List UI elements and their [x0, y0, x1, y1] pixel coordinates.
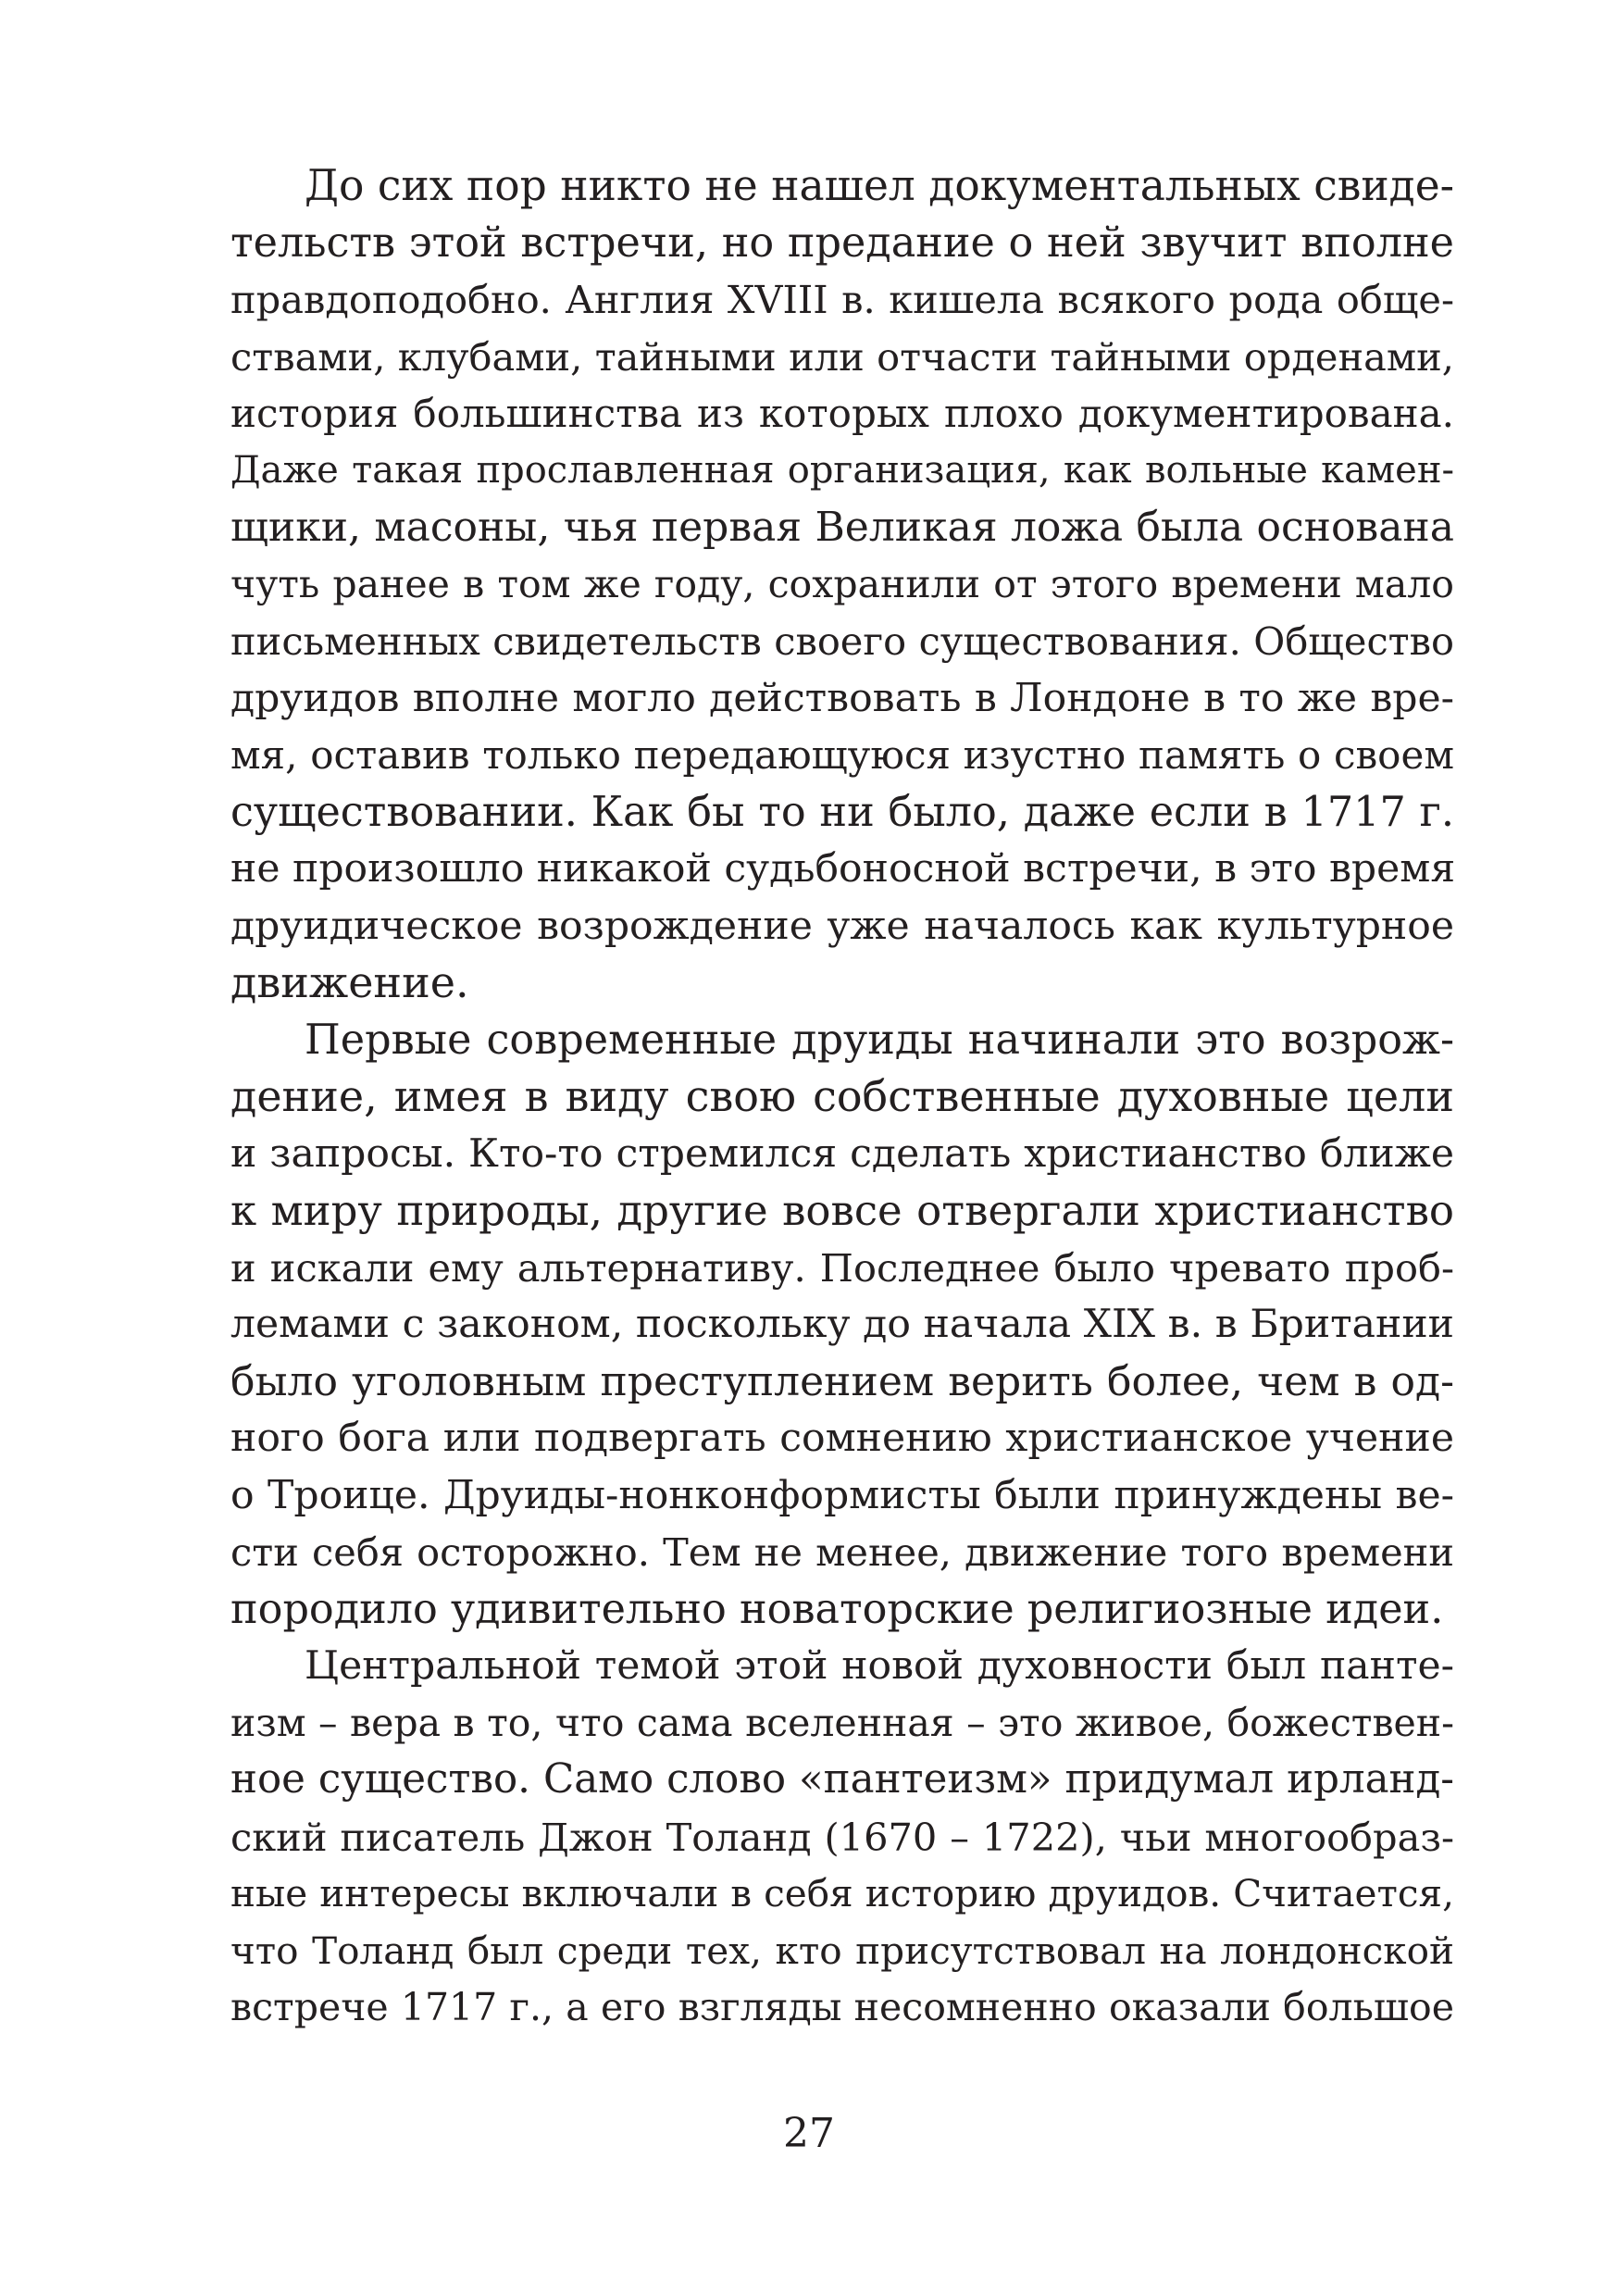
- paragraph-1-line: друидическое возрождение уже началось как культурное: [230, 903, 1454, 949]
- paragraph-3-line: что Толанд был среди тех, кто присутствовал на лондонской: [230, 1928, 1454, 1973]
- paragraph-1-line: история большинства из которых плохо документирована.: [230, 391, 1454, 436]
- paragraph-2-line: и запросы. Кто-то стремился сделать христианство ближе: [230, 1130, 1454, 1177]
- paragraph-2-line: ного бога или подвергать сомнению христианское учение: [230, 1416, 1454, 1461]
- paragraph-3-line: изм – вера в то, что сама вселенная – это живое, божествен-: [230, 1700, 1454, 1745]
- paragraph-1-line: письменных свидетельств своего существования. Общество: [230, 618, 1454, 664]
- paragraph-1-line: Даже такая прославленная организация, как вольные камен-: [230, 448, 1454, 492]
- page-number: 27: [783, 2110, 835, 2157]
- paragraph-1-line: друидов вполне могло действовать в Лондоне в то же вре-: [230, 675, 1454, 721]
- paragraph-2-line: дение, имея в виду свою собственные духовные цели: [230, 1071, 1454, 1121]
- paragraph-1-line: щики, масоны, чья первая Великая ложа была основана: [230, 504, 1454, 551]
- paragraph-2-line: и искали ему альтернативу. Последнее было чревато проб-: [230, 1244, 1454, 1291]
- paragraph-2-line: сти себя осторожно. Тем не менее, движение того времени: [230, 1529, 1454, 1575]
- paragraph-3-line: ное существо. Само слово «пантеизм» придумал ирланд-: [230, 1756, 1454, 1803]
- paragraph-1-line: тельств этой встречи, но предание о ней звучит вполне: [230, 218, 1454, 267]
- paragraph-1-line: До сих пор никто не нашел документальных свиде-: [305, 161, 1454, 210]
- paragraph-2-line: Первые современные друиды начинали это возрож-: [305, 1016, 1454, 1064]
- paragraph-2-line: породило удивительно новаторские религиозные идеи.: [230, 1585, 1444, 1633]
- paragraph-3-line: встрече 1717 г., а его взгляды несомненно оказали большое: [230, 1985, 1454, 2029]
- body-text: [230, 157, 1454, 2037]
- paragraph-3-line: ные интересы включали в себя историю друидов. Считается,: [230, 1871, 1454, 1915]
- paragraph-1-line: чуть ранее в том же году, сохранили от этого времени мало: [230, 561, 1454, 606]
- paragraph-2-line: о Троице. Друиды-нонконформисты были принуждены ве-: [230, 1472, 1454, 1518]
- paragraph-2-line: лемами с законом, поскольку до начала XIX в. в Британии: [230, 1302, 1454, 1347]
- paragraph-3-line: Центральной темой этой новой духовности был панте-: [305, 1643, 1454, 1689]
- paragraph-1-line: движение.: [230, 957, 469, 1007]
- paragraph-2-line: к миру природы, другие вовсе отвергали христианство: [230, 1186, 1454, 1235]
- paragraph-1-line: правдоподобно. Англия XVIII в. кишела всякого рода обще-: [230, 277, 1454, 322]
- paragraph-1-line: ствами, клубами, тайными или отчасти тайными орденами,: [230, 333, 1454, 380]
- paragraph-1-line: существовании. Как бы то ни было, даже если в 1717 г.: [230, 788, 1454, 836]
- paragraph-1-line: не произошло никакой судьбоносной встречи, в это время: [230, 846, 1456, 892]
- paragraph-1-line: мя, оставив только передающуюся изустно память о своем: [230, 732, 1454, 778]
- paragraph-2-line: было уголовным преступлением верить более, чем в од-: [230, 1357, 1454, 1405]
- paragraph-3-line: ский писатель Джон Толанд (1670 – 1722), чьи многообраз-: [230, 1814, 1454, 1860]
